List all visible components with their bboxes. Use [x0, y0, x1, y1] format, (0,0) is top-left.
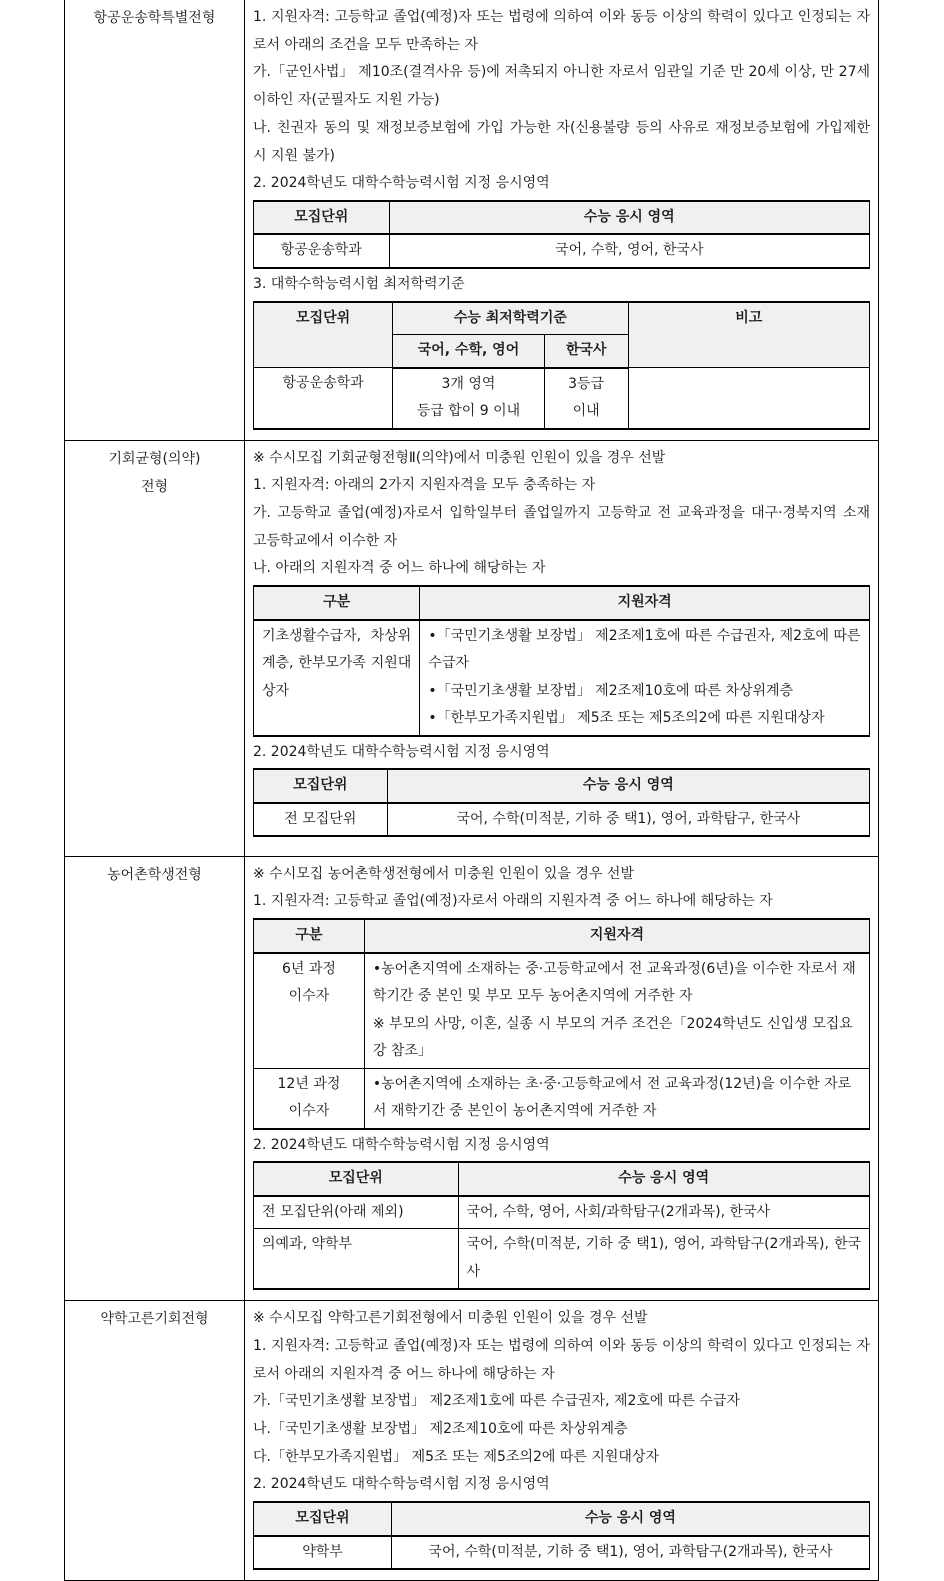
table-cell	[364, 1068, 869, 1129]
paragraph: 가. 고등학교 졸업(예정)자로서 입학일부터 졸업일까지 고등학교 전 교육과정을 대구·경북지역 소재 고등학교에서 이수한 자	[253, 505, 870, 549]
table-cell	[254, 1068, 365, 1129]
cell-line: 3등급	[568, 375, 605, 392]
column-header: 비고	[628, 302, 870, 368]
table-cell: 국어, 수학(미적분, 기하 중 택1), 영어, 과학탐구(2개과목), 한국사	[391, 1536, 869, 1570]
eligibility-table	[253, 918, 870, 1130]
cell-line: 6년 과정	[281, 960, 336, 977]
column-header: 수능 응시 영역	[389, 201, 869, 235]
column-header: 모집단위	[254, 1502, 392, 1536]
bullet-item: •「한부모가족지원법」 제5조 또는 제5조의2에 따른 지원대상자	[428, 710, 825, 727]
column-header: 수능 응시 영역	[458, 1162, 870, 1196]
paragraph: 2. 2024학년도 대학수학능력시험 지정 응시영역	[253, 175, 550, 192]
paragraph: 나.「국민기초생활 보장법」 제2조제10호에 따른 차상위계층	[253, 1421, 628, 1438]
paragraph: 1. 지원자격: 아래의 2가지 지원자격을 모두 충족하는 자	[253, 477, 596, 494]
section-content	[245, 0, 879, 440]
table-cell: 전 모집단위	[254, 803, 388, 837]
bullet-item: •「국민기초생활 보장법」 제2조제10호에 따른 차상위계층	[428, 682, 794, 699]
table-cell: 항공운송학과	[254, 234, 390, 268]
table-cell	[420, 620, 870, 736]
table-cell: 항공운송학과	[254, 368, 393, 429]
section-label-text: 기회균형(의약)	[108, 450, 201, 467]
paragraph: 3. 대학수학능력시험 최저학력기준	[253, 275, 465, 292]
table-cell	[393, 368, 545, 429]
paragraph: 다.「한부모가족지원법」 제5조 또는 제5조의2에 따른 지원대상자	[253, 1448, 659, 1465]
bullet-item: •「국민기초생활 보장법」 제2조제1호에 따른 수급권자, 제2호에 따른 수급자	[428, 627, 861, 672]
paragraph: 가.「국민기초생활 보장법」 제2조제1호에 따른 수급권자, 제2호에 따른 수급자	[253, 1393, 740, 1410]
paragraph: ※ 수시모집 약학고른기회전형에서 미충원 인원이 있을 경우 선발	[253, 1310, 648, 1327]
section-label-text: 농어촌학생전형	[107, 866, 202, 883]
admission-requirements-table	[64, 0, 879, 1581]
bullet-item: •농어촌지역에 소재하는 초·중·고등학교에서 전 교육과정(12년)을 이수한 자로서 재학기간 중 본인이 농어촌지역에 거주한 자	[372, 1075, 852, 1120]
column-header: 지원자격	[420, 586, 870, 620]
cell-line: 이내	[572, 403, 600, 420]
paragraph: 1. 지원자격: 고등학교 졸업(예정)자 또는 법령에 의하여 이와 동등 이상의 학력이 있다고 인정되는 자로서 아래의 조건을 모두 만족하는 자	[253, 9, 870, 53]
paragraph: 2. 2024학년도 대학수학능력시험 지정 응시영역	[253, 1136, 550, 1153]
section-row-pharmacy-opportunity	[65, 1301, 879, 1581]
section-row-opportunity-medical	[65, 440, 879, 856]
section-label	[65, 1301, 245, 1581]
table-cell: 국어, 수학(미적분, 기하 중 택1), 영어, 과학탐구, 한국사	[387, 803, 869, 837]
paragraph: 2. 2024학년도 대학수학능력시험 지정 응시영역	[253, 743, 550, 760]
paragraph: 나. 아래의 지원자격 중 어느 하나에 해당하는 자	[253, 560, 546, 577]
table-cell: 기초생활수급자, 차상위계층, 한부모가족 지원대상자	[254, 620, 420, 736]
exam-area-table	[253, 768, 870, 837]
column-header: 수능 최저학력기준	[393, 302, 628, 335]
table-row	[254, 368, 870, 429]
column-header: 모집단위	[254, 302, 393, 368]
paragraph: 2. 2024학년도 대학수학능력시험 지정 응시영역	[253, 1476, 550, 1493]
note-item: ※ 부모의 사망, 이혼, 실종 시 부모의 거주 조건은「2024학년도 신입생 모집요강 참조」	[372, 1015, 853, 1060]
table-cell	[544, 368, 628, 429]
exam-area-table	[253, 1161, 870, 1290]
section-content	[245, 1301, 879, 1581]
exam-area-table	[253, 200, 870, 269]
table-row	[254, 620, 870, 736]
section-label	[65, 440, 245, 856]
paragraph: ※ 수시모집 농어촌학생전형에서 미충원 인원이 있을 경우 선발	[253, 865, 634, 882]
section-label	[65, 0, 245, 440]
table-row	[254, 803, 870, 837]
minimum-standard-table	[253, 301, 870, 430]
cell-line: 이수자	[288, 988, 330, 1005]
eligibility-table	[253, 585, 870, 737]
exam-area-table	[253, 1501, 870, 1570]
paragraph: 1. 지원자격: 고등학교 졸업(예정)자로서 아래의 지원자격 중 어느 하나에 해당하는 자	[253, 893, 773, 910]
table-cell: 전 모집단위(아래 제외)	[254, 1196, 459, 1229]
table-cell	[254, 953, 365, 1069]
paragraph: ※ 수시모집 기회균형전형Ⅱ(의약)에서 미충원 인원이 있을 경우 선발	[253, 449, 666, 466]
section-label-text: 약학고른기회전형	[100, 1311, 209, 1328]
section-content	[245, 440, 879, 856]
column-header: 모집단위	[254, 1162, 459, 1196]
column-subheader: 한국사	[544, 335, 628, 368]
cell-line: 3개 영역	[441, 375, 496, 392]
table-cell: 의예과, 약학부	[254, 1229, 459, 1290]
column-header: 모집단위	[254, 769, 388, 803]
table-cell: 약학부	[254, 1536, 392, 1570]
table-cell: 국어, 수학, 영어, 사회/과학탐구(2개과목), 한국사	[458, 1196, 870, 1229]
cell-line: 12년 과정	[277, 1075, 341, 1092]
section-label	[65, 856, 245, 1301]
table-cell: 국어, 수학, 영어, 한국사	[389, 234, 869, 268]
table-row	[254, 1068, 870, 1129]
section-row-rural-students	[65, 856, 879, 1301]
column-header: 수능 응시 영역	[387, 769, 869, 803]
section-label-text: 전형	[140, 478, 169, 495]
column-header: 구분	[254, 919, 365, 953]
table-row	[254, 953, 870, 1069]
cell-line: 이수자	[288, 1103, 330, 1120]
column-header: 모집단위	[254, 201, 390, 235]
table-cell	[364, 953, 869, 1069]
table-cell: 국어, 수학(미적분, 기하 중 택1), 영어, 과학탐구(2개과목), 한국사	[458, 1229, 870, 1290]
section-label-text: 항공운송학특별전형	[93, 10, 216, 26]
column-header: 지원자격	[364, 919, 869, 953]
paragraph: 가.「군인사법」 제10조(결격사유 등)에 저촉되지 아니한 자로서 임관일 기준 만 20세 이상, 만 27세 이하인 자(군필자도 지원 가능)	[253, 64, 870, 109]
cell-line: 등급 합이 9 이내	[416, 403, 521, 420]
bullet-item: •농어촌지역에 소재하는 중·고등학교에서 전 교육과정(6년)을 이수한 자로서 재학기간 중 본인 및 부모 모두 농어촌지역에 거주한 자	[372, 960, 856, 1005]
section-row-aviation	[65, 0, 879, 440]
table-row	[254, 234, 870, 268]
column-subheader: 국어, 수학, 영어	[393, 335, 545, 368]
paragraph: 1. 지원자격: 고등학교 졸업(예정)자 또는 법령에 의하여 이와 동등 이상의 학력이 있다고 인정되는 자로서 아래의 지원자격 중 어느 하나에 해당하는 자	[253, 1337, 870, 1382]
paragraph: 나. 친권자 동의 및 재정보증보험에 가입 가능한 자(신용불량 등의 사유로 재정보증보험에 가입제한 시 지원 불가)	[253, 119, 870, 164]
table-row	[254, 1196, 870, 1229]
table-cell-note	[628, 368, 870, 429]
table-row	[254, 1536, 870, 1570]
table-row	[254, 1229, 870, 1290]
section-content	[245, 856, 879, 1301]
column-header: 수능 응시 영역	[391, 1502, 869, 1536]
column-header: 구분	[254, 586, 420, 620]
